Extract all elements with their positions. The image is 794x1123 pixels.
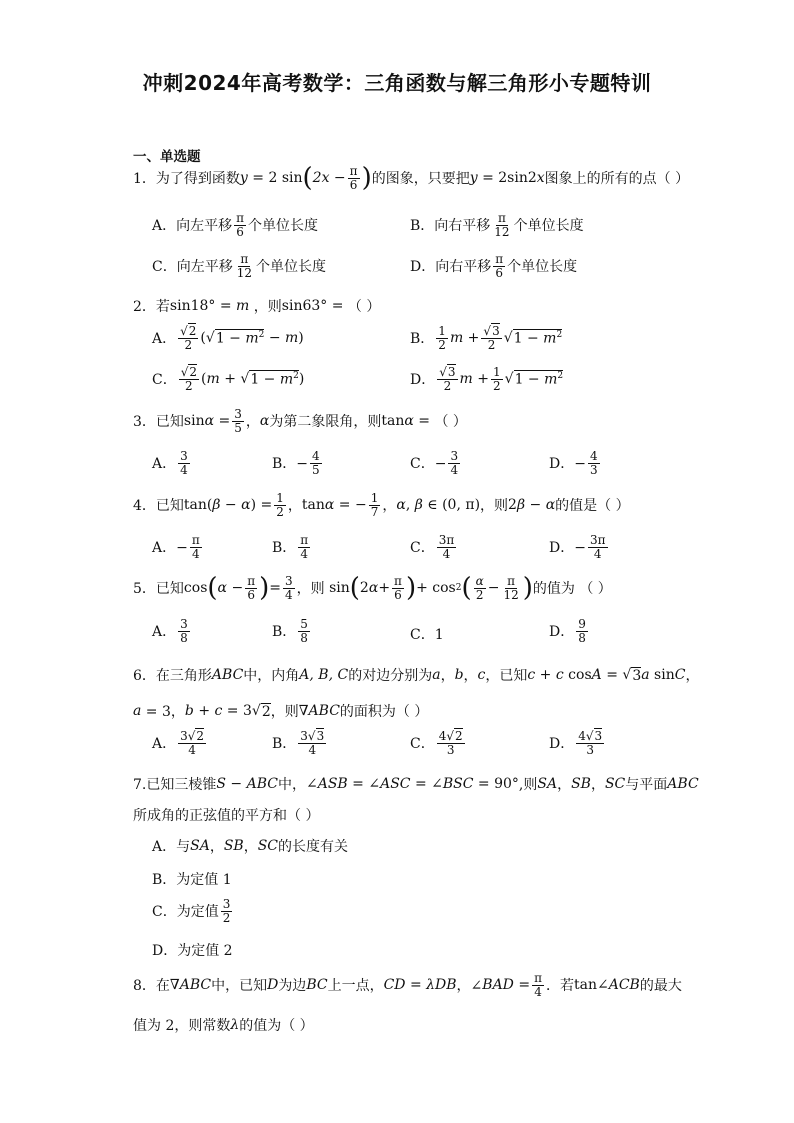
option-c: C．− $\frac{3}{4}$ — [410, 449, 459, 477]
question-7-stem-line2: 所成角的正弦值的平方和（ ） — [133, 808, 320, 824]
question-1-stem: 1． 为了得到函数 y = 2 sin ( 2x − $\frac{\pi}{6}$ ) 的图象，只要把 y = 2sin2 x 图象上的所有的点（ ） — [133, 163, 690, 194]
question-7-stem: 7.已知三棱锥 S − ABC 中， ∠ ASB = ∠ ASC = ∠ BSC = 90° ,则 SA ， SB ， SC 与平面 ABC — [133, 776, 699, 793]
option-a: A． $\frac{3}{8}$ — [152, 617, 188, 645]
option-c: C． $\frac{3\pi}{4}$ — [410, 533, 455, 561]
option-c: C．为定值 $\frac{3}{2}$ — [152, 897, 231, 925]
section-heading: 一、单选题 — [133, 149, 201, 165]
question-2-stem: 2． 若 sin18° = m ，则 sin63° = （ ） — [133, 298, 381, 315]
option-d: D． $\frac{√3}{2}$ m + $\frac{1}{2}$ √ $1 - m^2$ — [410, 365, 564, 393]
option-b: B． $\frac{3√3}{4}$ — [272, 729, 325, 757]
option-b: B． $\frac{\pi}{4}$ — [272, 533, 309, 561]
question-6-stem: 6． 在三角形 ABC 中，内角 A, B, C 的对边分别为 a ， b ， c ，已知 c + c cos A = √ 3 a sin C ， — [133, 667, 700, 684]
option-a: A．− $\frac{\pi}{4}$ — [152, 533, 200, 561]
option-b: B．为定值 1 — [152, 872, 232, 888]
option-b: B．向右平移 $\frac{\pi}{12}$ 个单位长度 — [410, 211, 584, 239]
option-a: A． $\frac{3}{4}$ — [152, 449, 188, 477]
option-b: B． $\frac{1}{2}$ m + $\frac{√3}{2}$ √ $1 - m^2$ — [410, 324, 563, 352]
option-d: D．向右平移 $\frac{\pi}{6}$ 个单位长度 — [410, 252, 578, 280]
option-d: D．− $\frac{4}{3}$ — [549, 449, 598, 477]
option-b: B． $\frac{5}{8}$ — [272, 617, 308, 645]
option-d: D． $\frac{4√3}{3}$ — [549, 729, 603, 757]
option-c: C．1 — [410, 627, 444, 643]
page-title: 冲刺2024年高考数学：三角函数与解三角形小专题特训 — [142, 71, 652, 95]
option-d: D．为定值 2 — [152, 943, 233, 959]
option-d: D． $\frac{9}{8}$ — [549, 617, 586, 645]
question-8-stem: 8． 在 ∇ ABC 中，已知 D 为边 BC 上一点， CD = λDB ，∠ BAD = $\frac{\pi}{4}$ ．若 tan∠ ACB 的最大 — [133, 971, 682, 999]
question-4-stem: 4． 已知 tan( β − α ) = $\frac{1}{2}$ ， tan α = − $\frac{1}{7}$ ， α , β ∈ (0, π) ，则 2 β − α 的值是（ ） — [133, 491, 630, 519]
question-3-stem: 3． 已知 sin α = $\frac{3}{5}$ ， α 为第二象限角，则 tan α = （ ） — [133, 407, 467, 435]
question-5-stem: 5． 已知 cos ( α − $\frac{\pi}{6}$ ) = $\frac{3}{4}$ ，则 sin ( 2 α + $\frac{\pi}{6}$ ) + cos 2 ( $\frac{\alpha}{2}$ − $\frac{\pi}{12}$ ) 的值为 （ ） — [133, 573, 612, 604]
question-8-stem-line2: 值为 2，则常数 λ 的值为（ ） — [133, 1017, 314, 1034]
option-a: A． $\frac{√2}{2}$ (√ $1 - m^2$ − m ) — [152, 324, 304, 352]
option-b: B．− $\frac{4}{5}$ — [272, 449, 320, 477]
option-c: C． $\frac{√2}{2}$ ( m + √ $1 - m^2$ ) — [152, 365, 305, 393]
option-c: C．向左平移 $\frac{\pi}{12}$ 个单位长度 — [152, 252, 326, 280]
option-d: D．− $\frac{3\pi}{4}$ — [549, 533, 606, 561]
option-a: A．向左平移 $\frac{\pi}{6}$ 个单位长度 — [152, 211, 319, 239]
option-a: A．与 SA ， SB ， SC 的长度有关 — [152, 838, 349, 855]
option-a: A． $\frac{3√2}{4}$ — [152, 729, 205, 757]
question-6-stem-line2: a = 3， b + c = 3√ 2 ，则 ∇ ABC 的面积为（ ） — [133, 703, 429, 720]
option-c: C． $\frac{4√2}{3}$ — [410, 729, 463, 757]
